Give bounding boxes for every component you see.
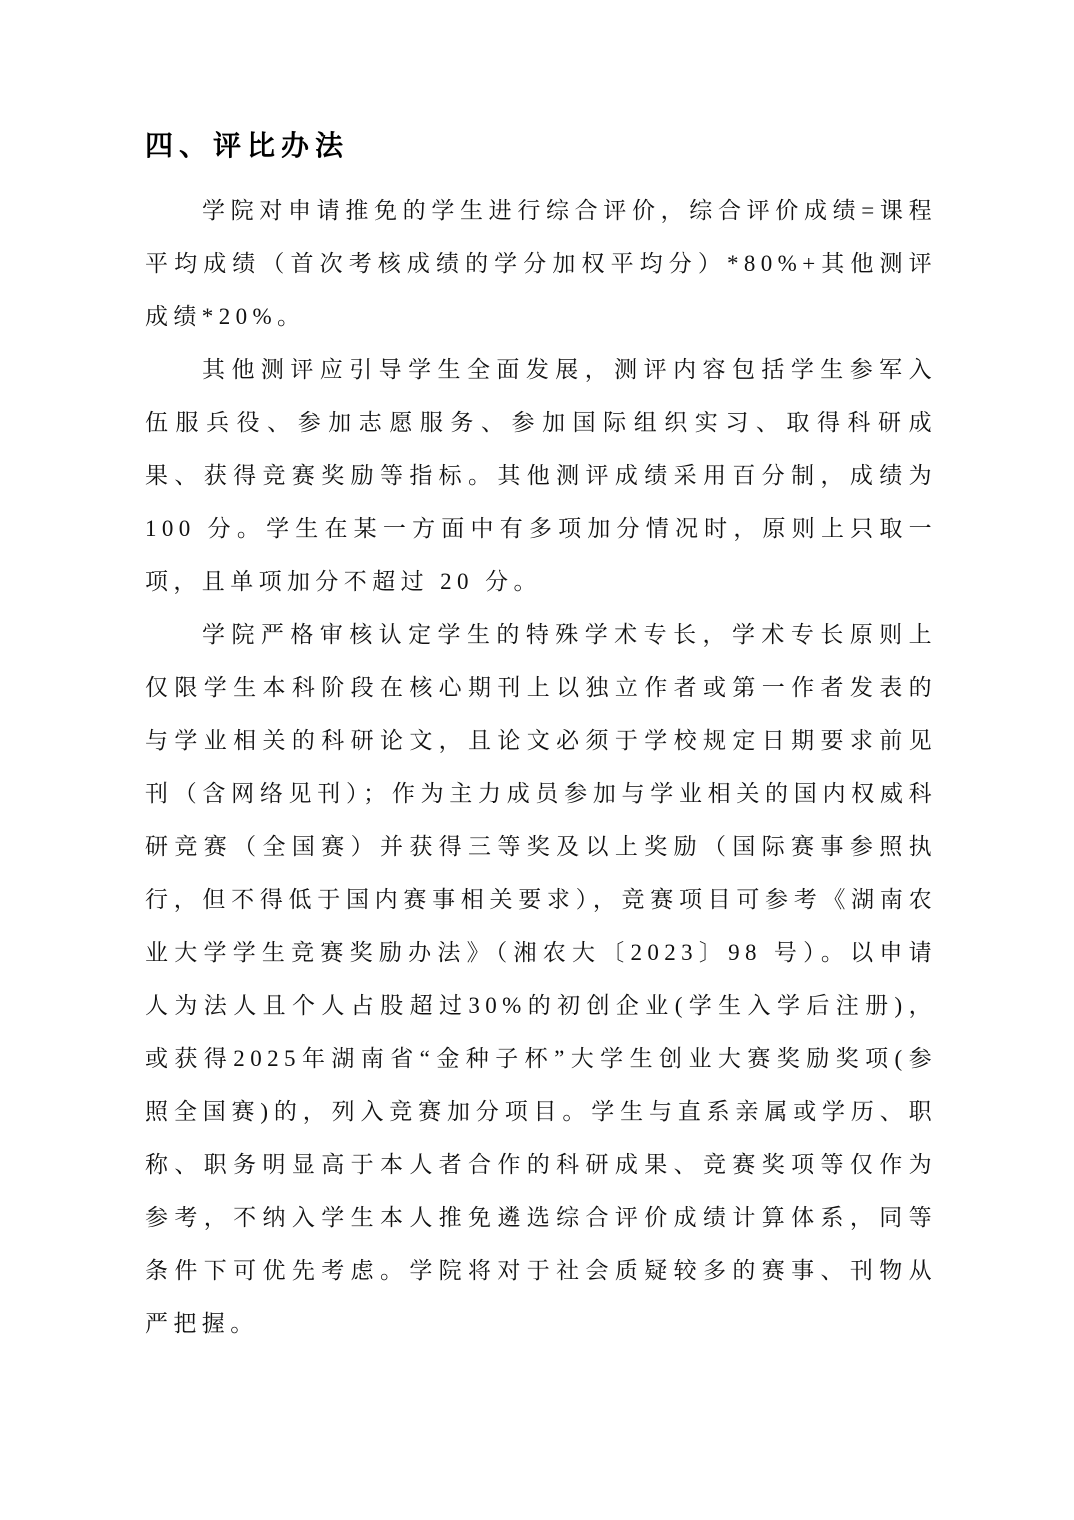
document-content: [145, 128, 937, 1350]
paragraph-academic-specialty: 学院严格审核认定学生的特殊学术专长，学术专长原则上仅限学生本科阶段在核心期刊上以独立作者或第一作者发表的与学业相关的科研论文，且论文必须于学校规定日期要求前见刊（含网络见刊）；作为主力成员参加与学业相关的国内权威科研竞赛（全国赛）并获得三等奖及以上奖励（国际赛事参照执行，但不得低于国内赛事相关要求），竞赛项目可参考《湖南农业大学学生竞赛奖励办法》（湘农大〔2023〕98 号）。以申请人为法人且个人占股超过30%的初创企业(学生入学后注册)，或获得2025年湖南省“金种子杯”大学生创业大赛奖励奖项(参照全国赛)的，列入竞赛加分项目。学生与直系亲属或学历、职称、职务明显高于本人者合作的科研成果、竞赛奖项等仅作为参考，不纳入学生本人推免遴选综合评价成绩计算体系，同等条件下可优先考虑。学院将对于社会质疑较多的赛事、刊物从严把握。: [145, 622, 937, 1336]
paragraph-other-assessment: 其他测评应引导学生全面发展，测评内容包括学生参军入伍服兵役、参加志愿服务、参加国际组织实习、取得科研成果、获得竞赛奖励等指标。其他测评成绩采用百分制，成绩为 100 分。学生在某一方面中有多项加分情况时，原则上只取一项，且单项加分不超过 20 分。: [145, 357, 937, 594]
paragraph-evaluation-formula: 学院对申请推免的学生进行综合评价，综合评价成绩=课程平均成绩（首次考核成绩的学分加权平均分）*80%+其他测评成绩*20%。: [145, 198, 937, 329]
section-heading: 四、评比办法: [145, 130, 350, 161]
